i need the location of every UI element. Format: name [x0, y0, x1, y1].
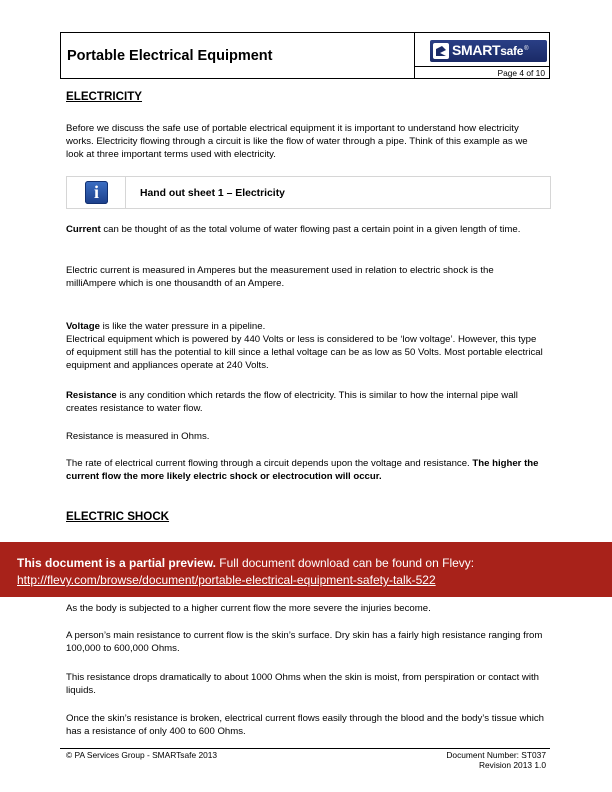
shock-paragraph-2: A person’s main resistance to current flow is the skin’s surface. Dry skin has a fairly high resistance ranging from 100,000 to 600,000 Ohms.: [66, 630, 543, 654]
intro-paragraph: Before we discuss the safe use of portable electrical equipment it is important to understand how electricity works. Electricity flowing through a circuit is like the flow of water through a pipe. Think of this example as we look at three important terms used with electricity.: [66, 123, 528, 160]
page-number: Page 4 of 10: [497, 68, 545, 78]
voltage-term: Voltage: [66, 321, 100, 332]
resistance-measure-paragraph: Resistance is measured in Ohms.: [66, 431, 210, 442]
current-term: Current: [66, 224, 101, 235]
shock-paragraph-1: As the body is subjected to a higher current flow the more severe the injuries become.: [66, 603, 431, 614]
logo-text: SMARTsafe: [452, 42, 524, 58]
preview-banner: [0, 542, 612, 597]
info-box-divider: [125, 177, 126, 208]
header-divider-horizontal: [414, 66, 549, 67]
info-icon: i: [85, 181, 108, 204]
document-title: Portable Electrical Equipment: [67, 48, 273, 64]
current-measure-paragraph: Electric current is measured in Amperes but the measurement used in relation to electric shock is the milliAmpere which is one thousandth of an Ampere.: [66, 265, 494, 289]
shock-paragraph-3: This resistance drops dramatically to about 1000 Ohms when the skin is moist, from perspiration or contact with liquids.: [66, 672, 539, 696]
smartsafe-logo: [430, 40, 547, 62]
logo-registered-mark: ®: [524, 46, 529, 52]
footer-copyright: © PA Services Group - SMARTsafe 2013: [66, 750, 218, 760]
handout-label: Hand out sheet 1 – Electricity: [140, 188, 285, 199]
shock-paragraph-4: Once the skin’s resistance is broken, electrical current flows easily through the blood and the body’s tissue which has a resistance of only 400 to 600 Ohms.: [66, 713, 544, 737]
revision: Revision 2013 1.0: [478, 760, 546, 770]
rate-paragraph: The rate of electrical current flowing through a circuit depends upon the voltage and resistance. The higher the current flow the more likely electric shock or electrocution will occur.: [66, 458, 539, 482]
heading-electricity: ELECTRICITY: [66, 90, 143, 103]
resistance-paragraph: Resistance is any condition which retards the flow of electricity. This is similar to how the internal pipe wall creates resistance to water flow.: [66, 390, 518, 414]
current-paragraph: Current can be thought of as the total volume of water flowing past a certain point in a given length of time.: [66, 224, 521, 235]
smartsafe-logo-mark-icon: [433, 43, 449, 59]
handout-info-box: [66, 176, 551, 209]
voltage-paragraph: Voltage is like the water pressure in a pipeline. Electrical equipment which is powered by 440 Volts or less is considered to be ‘low voltage’. However, this type of equipment still has the potential to kill since a lethal voltage can be as low as 50 Volts. Most portable electrical equipment and appliances operate at 240 Volts.: [66, 321, 543, 371]
resistance-term: Resistance: [66, 390, 117, 401]
heading-electric-shock: ELECTRIC SHOCK: [66, 510, 170, 523]
flevy-download-link[interactable]: http://flevy.com/browse/document/portable-electrical-equipment-safety-talk-522: [17, 573, 436, 587]
document-number: Document Number: ST037: [446, 750, 546, 760]
footer-document-info: [446, 750, 546, 770]
header-table: [60, 32, 550, 79]
footer-divider: [60, 748, 550, 749]
banner-message: This document is a partial preview. Full document download can be found on Flevy:: [17, 556, 475, 570]
